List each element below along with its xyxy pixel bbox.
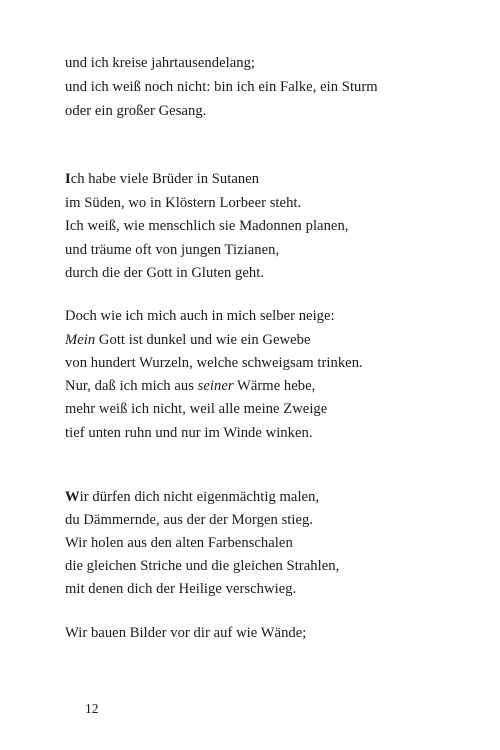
poem-line bbox=[65, 266, 264, 281]
line-text: tief unten ruhn und nur im Winde winken. bbox=[65, 425, 313, 441]
page-number: 12 bbox=[85, 701, 99, 716]
line-text: Wir holen aus den alten Farbenschalen bbox=[65, 535, 293, 551]
line-text-after: Wärme hebe, bbox=[233, 378, 316, 394]
poem-line bbox=[65, 626, 306, 641]
line-text: ir dürfen dich nicht eigenmächtig malen, bbox=[79, 489, 320, 505]
line-text: mehr weiß ich nicht, weil alle meine Zweige bbox=[65, 401, 328, 417]
line-text: durch die der Gott in Gluten geht. bbox=[65, 265, 265, 281]
line-text: Ich weiß, wie menschlich sie Madonnen planen, bbox=[65, 218, 349, 234]
line-text: und träume oft von jungen Tizianen, bbox=[65, 242, 280, 258]
poem-line bbox=[65, 104, 206, 119]
line-text: ch habe viele Brüder in Sutanen bbox=[70, 171, 260, 187]
poem-line bbox=[65, 426, 313, 441]
poem-line bbox=[65, 402, 327, 417]
line-text: Gott ist dunkel und wie ein Gewebe bbox=[95, 332, 311, 348]
poem-line bbox=[65, 490, 319, 505]
italic-word: Mein bbox=[65, 332, 96, 348]
section-initial: I bbox=[65, 171, 71, 187]
line-text: Doch wie ich mich auch in mich selber neige: bbox=[65, 308, 335, 324]
poem-line bbox=[65, 219, 349, 234]
line-text: und ich weiß noch nicht: bin ich ein Falke, ein Sturm bbox=[65, 79, 378, 95]
line-text: du Dämmernde, aus der der Morgen stieg. bbox=[65, 512, 314, 528]
poem-line bbox=[65, 379, 315, 394]
poem-line bbox=[65, 333, 311, 348]
line-text: oder ein großer Gesang. bbox=[65, 103, 207, 119]
line-text: von hundert Wurzeln, welche schweigsam trinken. bbox=[65, 355, 363, 371]
poem-line bbox=[65, 56, 255, 71]
line-text: mit denen dich der Heilige verschwieg. bbox=[65, 581, 297, 597]
poem-line bbox=[65, 243, 279, 258]
poem-line bbox=[65, 559, 339, 574]
poem-line bbox=[65, 513, 313, 528]
poem-line bbox=[65, 536, 293, 551]
line-text: Wir bauen Bilder vor dir auf wie Wände; bbox=[65, 625, 307, 641]
poem-line bbox=[65, 196, 301, 211]
italic-word: seiner bbox=[197, 378, 234, 394]
line-text: im Süden, wo in Klöstern Lorbeer steht. bbox=[65, 195, 302, 211]
poem-line bbox=[65, 309, 335, 324]
line-text: die gleichen Striche und die gleichen Strahlen, bbox=[65, 558, 340, 574]
poem-line bbox=[65, 172, 259, 187]
section-initial: W bbox=[65, 489, 80, 505]
line-text: Nur, daß ich mich aus bbox=[65, 378, 198, 394]
poem-line bbox=[65, 356, 363, 371]
line-text: und ich kreise jahrtausendelang; bbox=[65, 55, 256, 71]
poem-line bbox=[65, 582, 296, 597]
poem-line bbox=[65, 80, 378, 95]
